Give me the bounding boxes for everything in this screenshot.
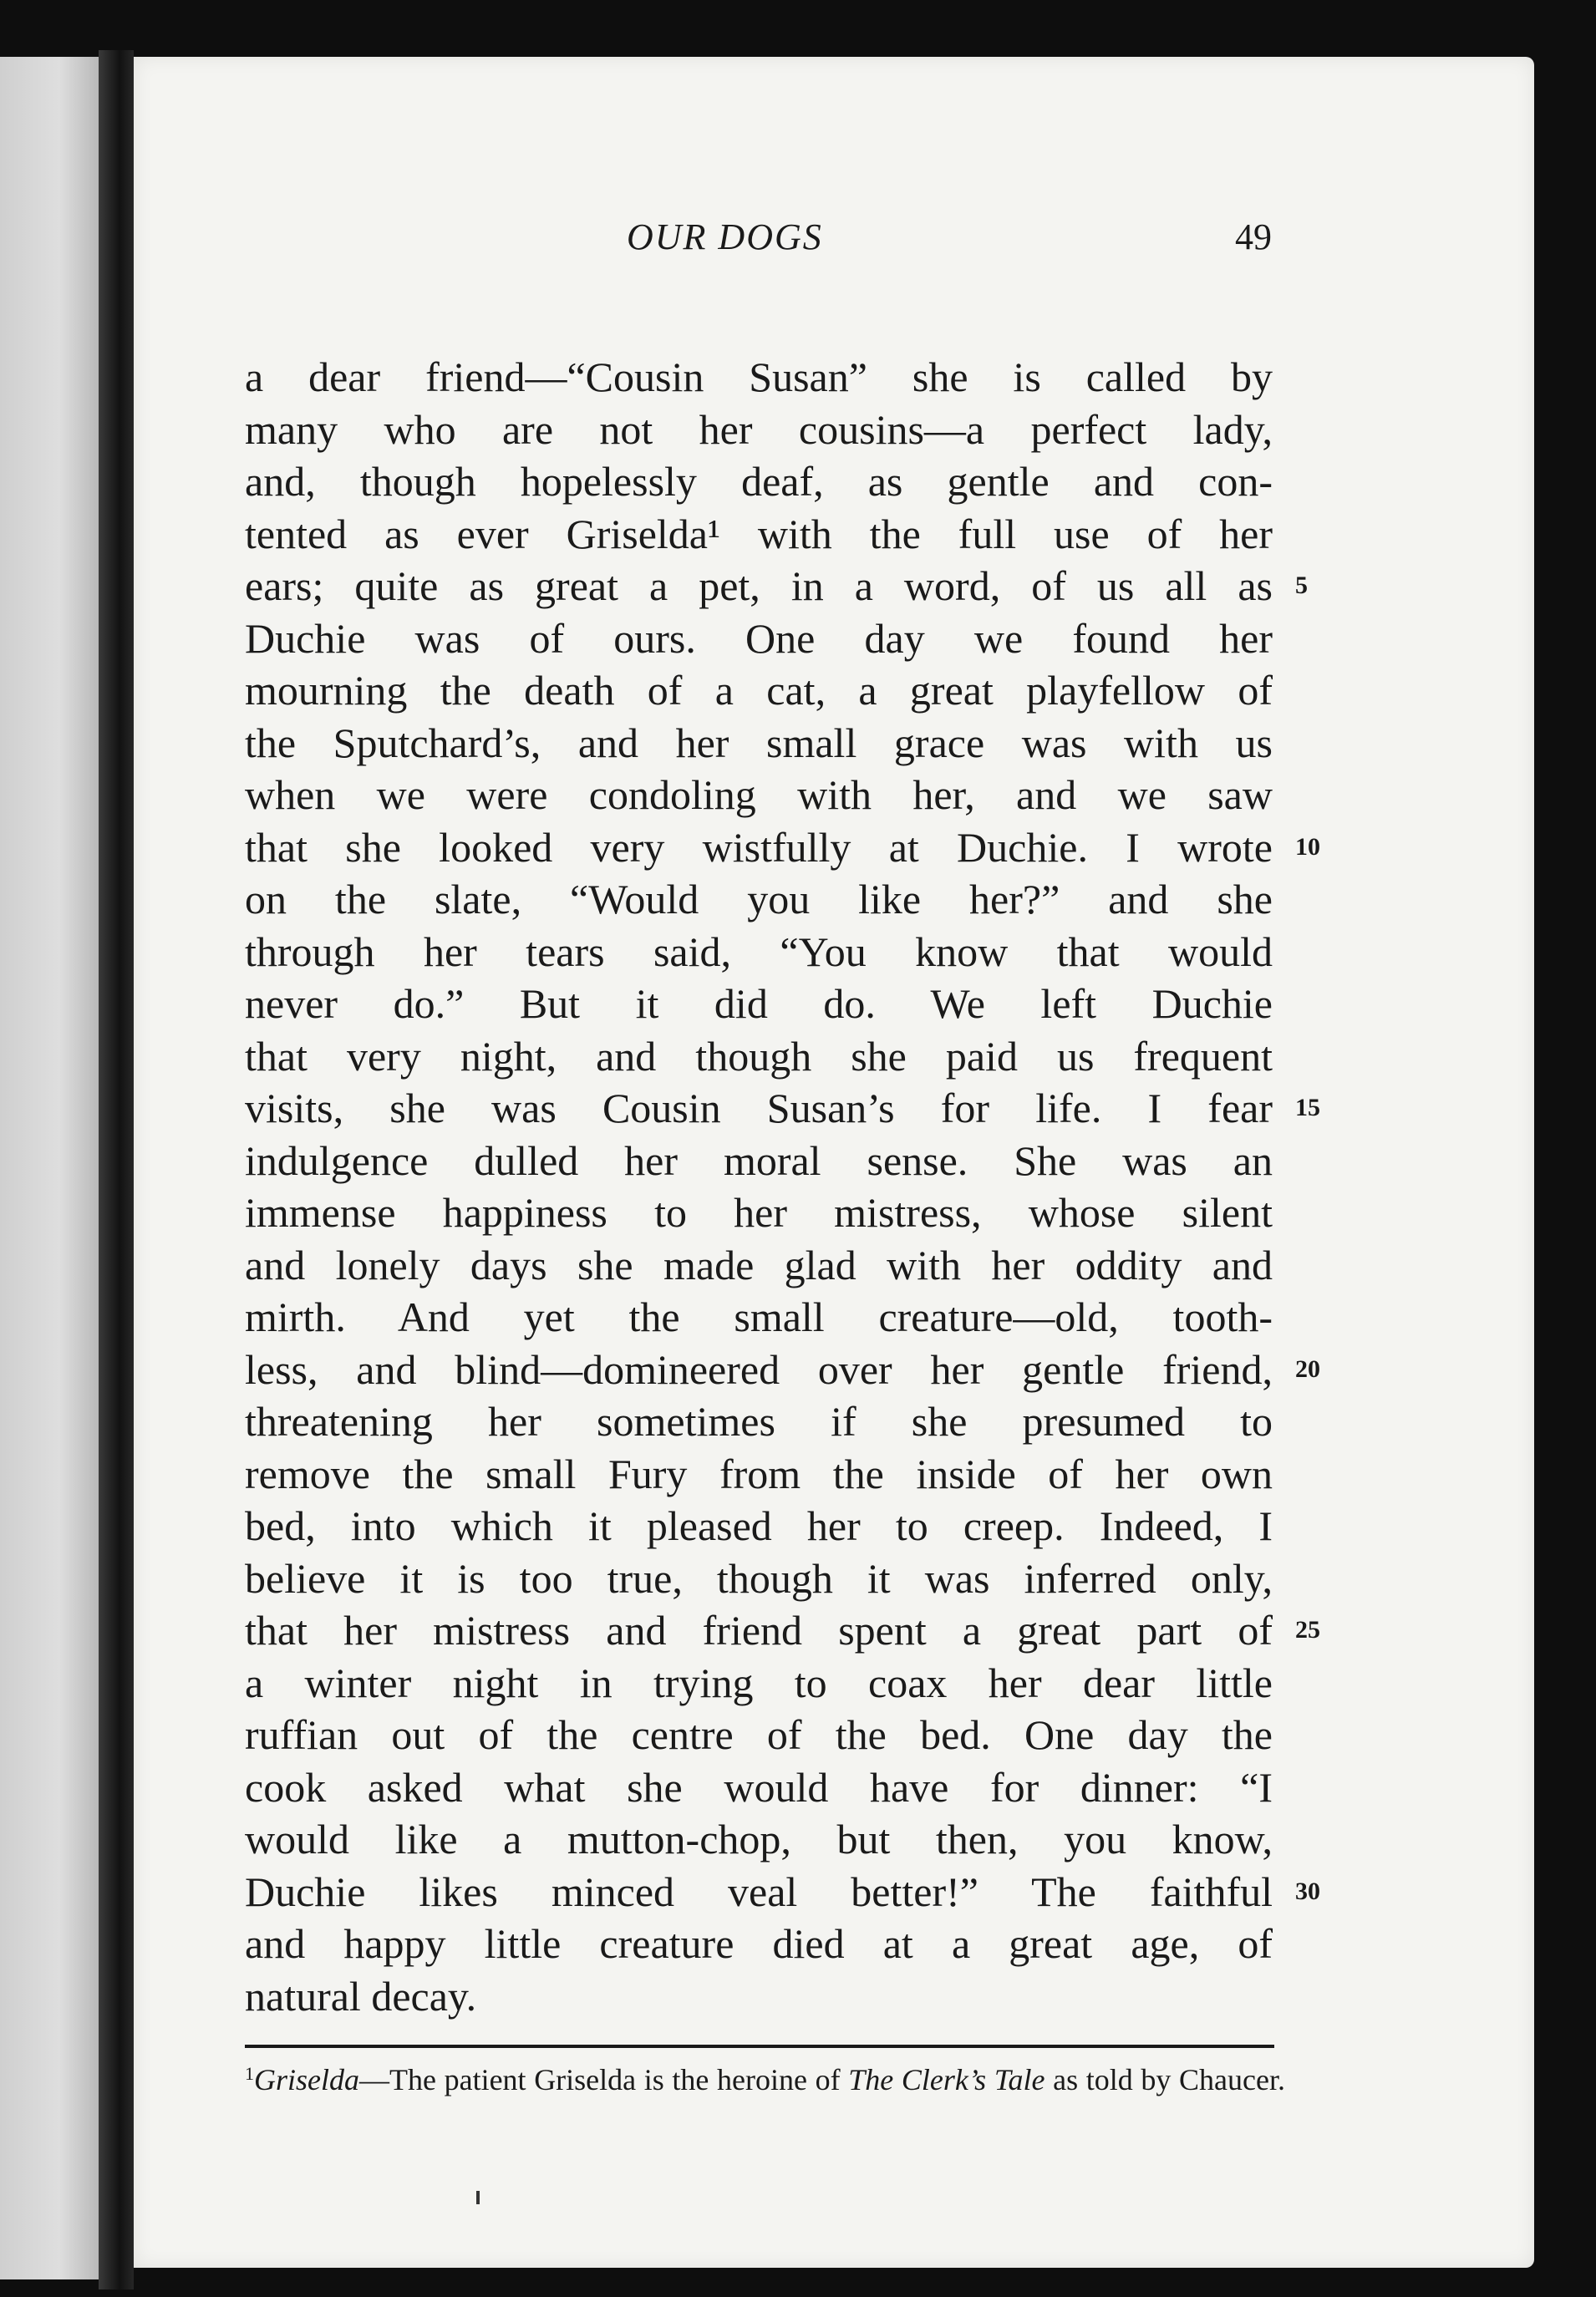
text-line: natural decay. [245, 1972, 477, 2020]
text-line: that she looked very wistfully at Duchie. I wrote [245, 823, 1273, 871]
text-line: many who are not her cousins—a perfect lady, [245, 405, 1273, 453]
text-line: ears; quite as great a pet, in a word, of us all as [245, 562, 1273, 609]
facing-page-edge [0, 57, 99, 2279]
text-line: on the slate, “Would you like her?” and she [245, 876, 1273, 922]
footnote-work-title: The Clerk’s Tale [848, 2063, 1045, 2096]
footnote-marker: 1 [245, 2063, 254, 2084]
line-number: 30 [1295, 1877, 1320, 1905]
text-line: Duchie likes minced veal better!” The faithful [245, 1868, 1273, 1915]
text-line: would like a mutton-chop, but then, you know, [245, 1816, 1273, 1863]
text-line: bed, into which it pleased her to creep. Indeed, I [245, 1502, 1273, 1549]
text-line: mirth. And yet the small creature—old, tooth- [245, 1293, 1273, 1340]
footnote-text: —The patient Griselda is the heroine of [359, 2063, 849, 2096]
footnote [245, 2058, 1285, 2096]
text-line: indulgence dulled her moral sense. She was an [245, 1136, 1273, 1184]
text-line: immense happiness to her mistress, whose silent [245, 1189, 1273, 1236]
book-gutter [99, 50, 134, 2289]
book-page [134, 57, 1534, 2268]
text-line: visits, she was Cousin Susan’s for life. I fear [245, 1085, 1273, 1131]
text-line: and, though hopelessly deaf, as gentle and con- [245, 458, 1273, 505]
text-line: tented as ever Griselda¹ with the full use of her [245, 510, 1273, 557]
running-head: OUR DOGS [627, 216, 823, 257]
text-line: cook asked what she would have for dinner: “I [245, 1763, 1273, 1811]
text-line: mourning the death of a cat, a great playfellow of [245, 667, 1273, 714]
text-line: remove the small Fury from the inside of her own [245, 1450, 1273, 1497]
text-line: never do.” But it did do. We left Duchie [245, 980, 1273, 1027]
text-line: when we were condoling with her, and we saw [245, 771, 1273, 818]
text-line: believe it is too true, though it was inferred only, [245, 1554, 1273, 1602]
page-header [134, 216, 1534, 274]
line-number: 15 [1295, 1094, 1320, 1121]
print-speck [476, 2191, 480, 2204]
text-line: and happy little creature died at a great age, of [245, 1920, 1273, 1967]
text-line: a winter night in trying to coax her dear little [245, 1659, 1273, 1706]
footnote-text-end: as told by Chaucer. [1045, 2063, 1285, 2096]
line-number: 25 [1295, 1616, 1320, 1644]
line-number: 10 [1295, 832, 1320, 861]
page-number: 49 [1235, 216, 1272, 257]
line-number: 20 [1295, 1354, 1320, 1383]
text-line: that very night, and though she paid us frequent [245, 1032, 1273, 1080]
text-line: Duchie was of ours. One day we found her [245, 614, 1273, 662]
text-line: less, and blind—domineered over her gentle friend, [245, 1345, 1273, 1393]
body-text [245, 351, 1273, 2022]
text-line: through her tears said, “You know that would [245, 927, 1273, 975]
text-line: the Sputchard’s, and her small grace was with us [245, 719, 1273, 766]
footnote-line [245, 2058, 1285, 2096]
text-line: and lonely days she made glad with her oddity and [245, 1241, 1273, 1288]
line-number: 5 [1295, 572, 1308, 599]
footnote-rule [245, 2045, 1274, 2048]
text-line: that her mistress and friend spent a great part of [245, 1607, 1273, 1654]
text-line: threatening her sometimes if she presumed to [245, 1398, 1273, 1445]
footnote-term: Griselda [254, 2063, 359, 2096]
text-line: ruffian out of the centre of the bed. One day the [245, 1711, 1273, 1758]
text-line: a dear friend—“Cousin Susan” she is called by [245, 353, 1273, 400]
